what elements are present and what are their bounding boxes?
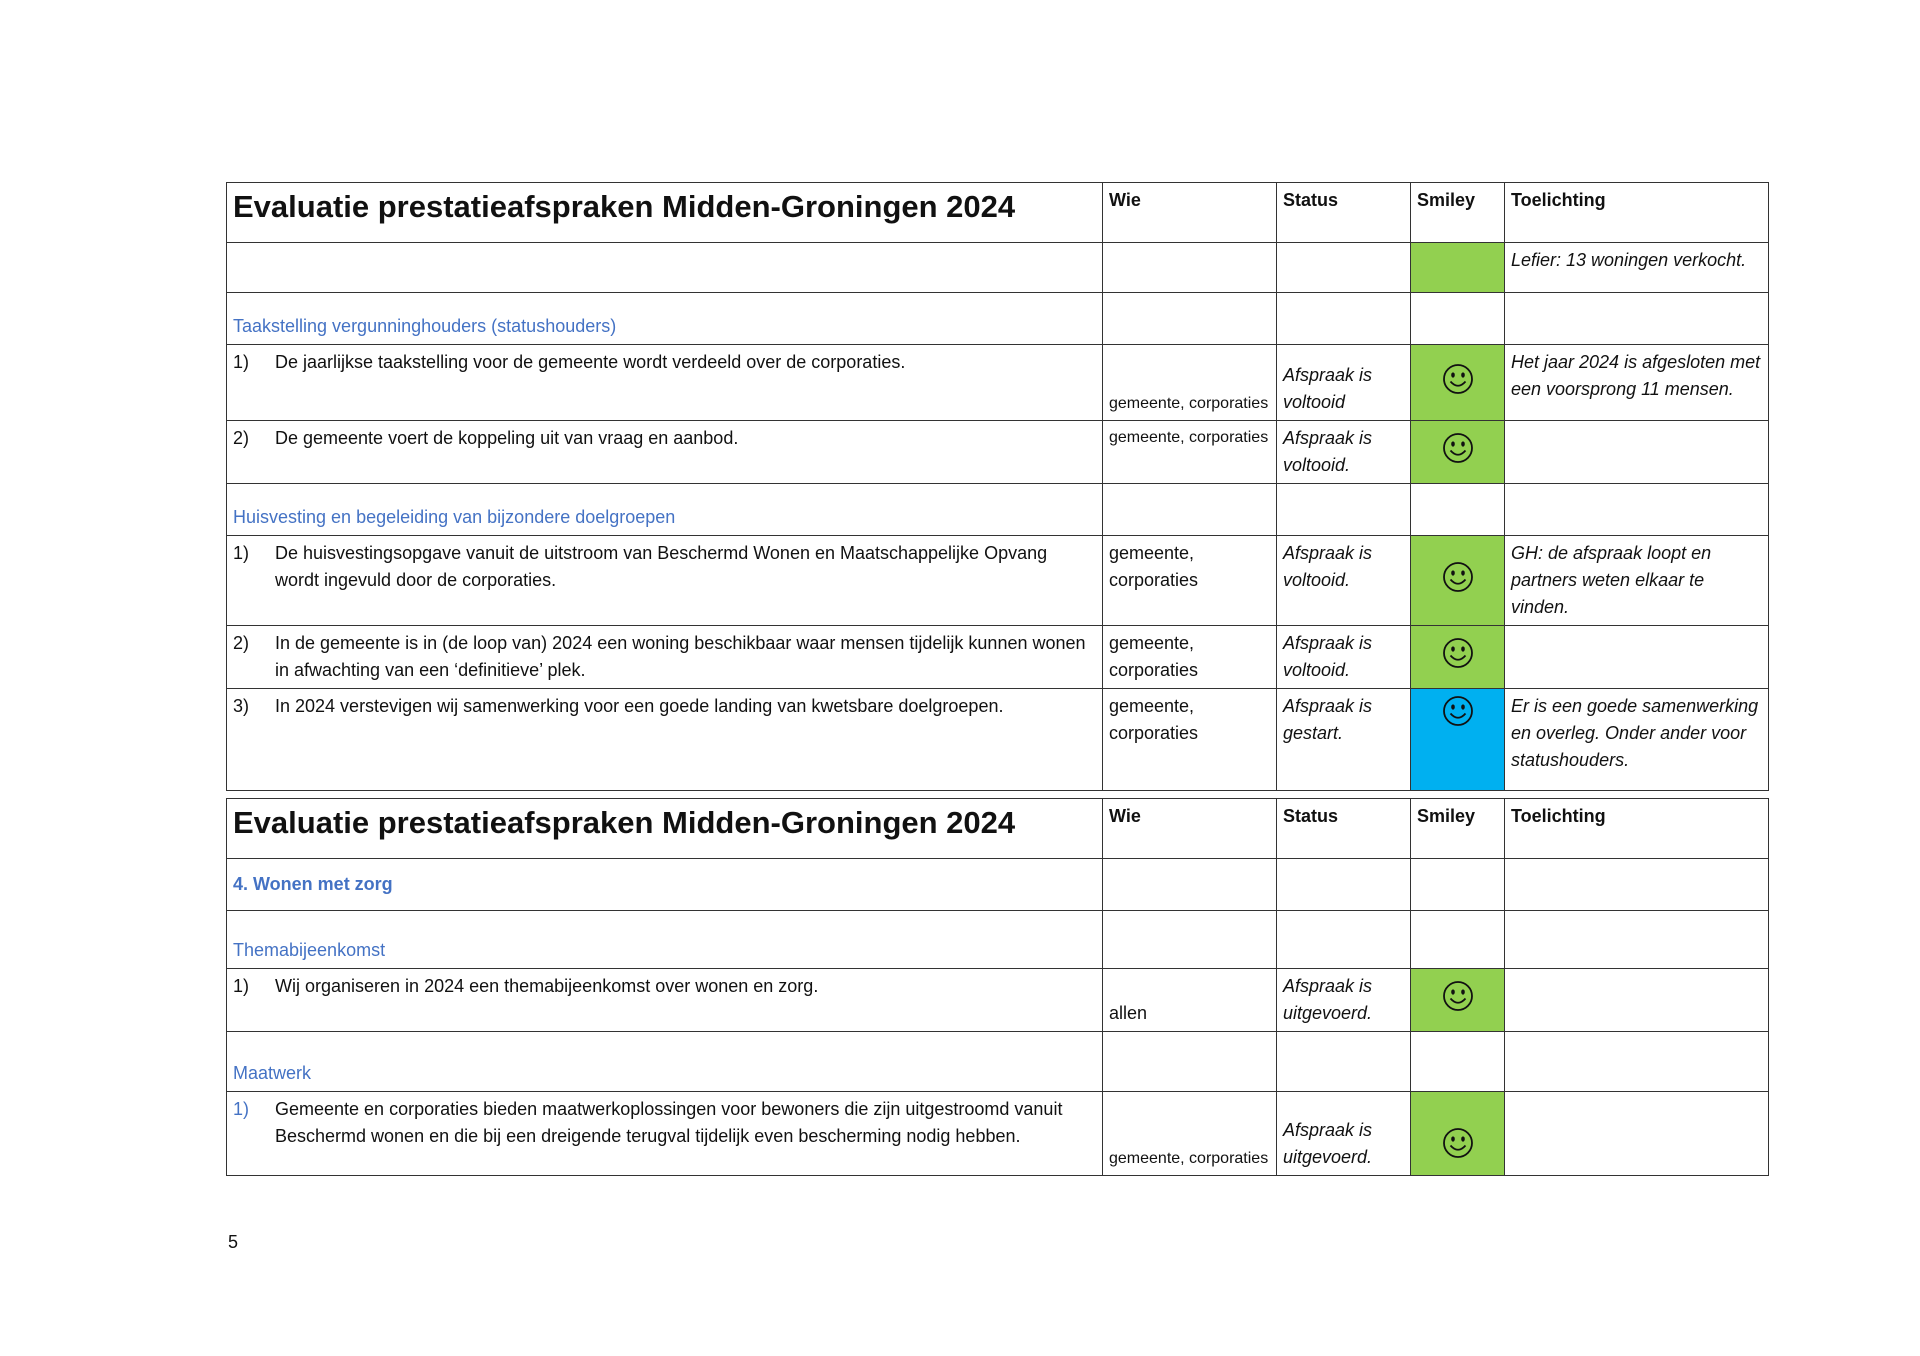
smiley-cell-green: [1411, 969, 1505, 1032]
toelichting-cell: GH: de afspraak loopt en partners weten elkaar te vinden.: [1505, 536, 1769, 626]
toelichting-cell: Er is een goede samenwerking en overleg. Onder ander voor statushouders.: [1505, 689, 1769, 791]
item-text: In de gemeente is in (de loop van) 2024 een woning beschikbaar waar mensen tijdelijk kunnen wonen in afwachting van een ‘definitieve’ plek.: [275, 633, 1086, 680]
smiley-cell-green: [1411, 626, 1505, 689]
item-number: 1): [233, 1099, 250, 1119]
item-text: De gemeente voert de koppeling uit van vraag en aanbod.: [275, 428, 739, 448]
item-number: 1): [233, 543, 250, 563]
section-title: Themabijeenkomst: [227, 911, 1103, 969]
wie-cell: gemeente, corporaties: [1103, 1092, 1277, 1176]
toelichting-cell: [1505, 969, 1769, 1032]
item-text: Gemeente en corporaties bieden maatwerkoplossingen voor bewoners die zijn uitgestroomd vanuit Beschermd wonen en die bij een dreigende terugval tijdelijk even bescherming nodig hebben.: [275, 1099, 1063, 1146]
status-cell: Afspraak is voltooid.: [1277, 421, 1411, 484]
smiley-face-icon: [1442, 980, 1474, 1012]
toelichting-cell: [1505, 421, 1769, 484]
table-row: [227, 345, 1769, 421]
table-header-row: [227, 799, 1769, 859]
smiley-face-icon: [1442, 363, 1474, 395]
toelichting-cell: Het jaar 2024 is afgesloten met een voorsprong 11 mensen.: [1505, 345, 1769, 421]
smiley-cell-green: [1411, 536, 1505, 626]
status-cell: Afspraak is voltooid.: [1277, 536, 1411, 626]
header-toelichting: Toelichting: [1505, 799, 1769, 859]
smiley-cell-green: [1411, 345, 1505, 421]
smiley-cell-blue: [1411, 689, 1505, 791]
header-smiley: Smiley: [1411, 183, 1505, 243]
status-cell: Afspraak is voltooid: [1277, 345, 1411, 421]
section-row: [227, 1032, 1769, 1092]
table-title: Evaluatie prestatieafspraken Midden-Groningen 2024: [227, 799, 1103, 859]
section-title: Maatwerk: [227, 1032, 1103, 1092]
item-number: 3): [233, 696, 250, 716]
evaluation-table-1: [226, 182, 1769, 791]
evaluation-table-2: [226, 798, 1769, 1176]
table-row: [227, 421, 1769, 484]
wie-cell: gemeente, corporaties: [1103, 421, 1277, 484]
toelichting-cell: [1505, 1092, 1769, 1176]
table-row: [227, 969, 1769, 1032]
item-text: De huisvestingsopgave vanuit de uitstroom van Beschermd Wonen en Maatschappelijke Opvang wordt ingevuld door de corporaties.: [275, 543, 1048, 590]
table-header-row: [227, 183, 1769, 243]
toelichting-cell: [1505, 626, 1769, 689]
chapter-title: 4. Wonen met zorg: [227, 859, 1103, 911]
toelichting-cell: Lefier: 13 woningen verkocht.: [1505, 243, 1769, 293]
smiley-cell-green: [1411, 243, 1505, 293]
table-row: [227, 626, 1769, 689]
smiley-face-icon: [1442, 432, 1474, 464]
wie-cell: gemeente, corporaties: [1103, 536, 1277, 626]
item-number: 2): [233, 428, 250, 448]
chapter-row: [227, 859, 1769, 911]
table-row: [227, 689, 1769, 791]
item-number: 2): [233, 633, 250, 653]
smiley-face-icon: [1442, 1127, 1474, 1159]
wie-cell: allen: [1103, 969, 1277, 1032]
table-row: [227, 243, 1769, 293]
wie-cell: gemeente, corporaties: [1103, 626, 1277, 689]
header-toelichting: Toelichting: [1505, 183, 1769, 243]
smiley-cell-green: [1411, 1092, 1505, 1176]
status-cell: Afspraak is uitgevoerd.: [1277, 969, 1411, 1032]
item-text: Wij organiseren in 2024 een themabijeenkomst over wonen en zorg.: [275, 976, 819, 996]
section-row: [227, 484, 1769, 536]
status-cell: Afspraak is uitgevoerd.: [1277, 1092, 1411, 1176]
header-wie: Wie: [1103, 799, 1277, 859]
smiley-face-icon: [1442, 637, 1474, 669]
section-title: Huisvesting en begeleiding van bijzondere doelgroepen: [227, 484, 1103, 536]
section-row: [227, 911, 1769, 969]
wie-cell: gemeente, corporaties: [1103, 689, 1277, 791]
section-row: [227, 293, 1769, 345]
header-wie: Wie: [1103, 183, 1277, 243]
header-status: Status: [1277, 183, 1411, 243]
status-cell: Afspraak is voltooid.: [1277, 626, 1411, 689]
table-title: Evaluatie prestatieafspraken Midden-Groningen 2024: [227, 183, 1103, 243]
smiley-face-icon: [1442, 561, 1474, 593]
header-status: Status: [1277, 799, 1411, 859]
wie-cell: gemeente, corporaties: [1103, 345, 1277, 421]
smiley-face-icon: [1442, 695, 1474, 727]
status-cell: Afspraak is gestart.: [1277, 689, 1411, 791]
table-row: [227, 536, 1769, 626]
item-number: 1): [233, 352, 250, 372]
smiley-cell-green: [1411, 421, 1505, 484]
item-text: In 2024 verstevigen wij samenwerking voor een goede landing van kwetsbare doelgroepen.: [275, 696, 1004, 716]
item-text: De jaarlijkse taakstelling voor de gemeente wordt verdeeld over de corporaties.: [275, 352, 906, 372]
item-number: 1): [233, 976, 250, 996]
header-smiley: Smiley: [1411, 799, 1505, 859]
page-number: 5: [228, 1232, 239, 1252]
section-title: Taakstelling vergunninghouders (statushouders): [227, 293, 1103, 345]
table-row: [227, 1092, 1769, 1176]
